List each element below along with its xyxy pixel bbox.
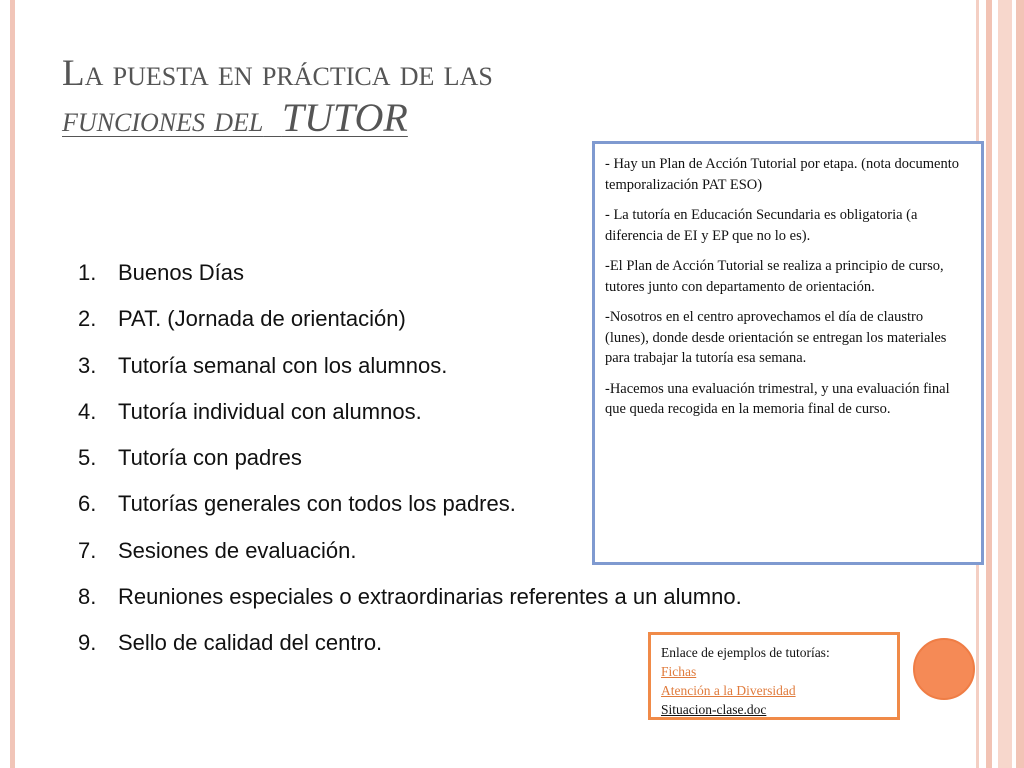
list-number: 4. xyxy=(78,398,97,424)
links-heading: Enlace de ejemplos de tutorías: xyxy=(661,645,830,660)
list-number: 7. xyxy=(78,537,97,563)
note-paragraph: - La tutoría en Educación Secundaria es obligatoria (a diferencia de EI y EP que no lo es). xyxy=(605,207,918,244)
title-line-2-text: funciones del xyxy=(62,99,264,141)
list-text: Tutoría individual con alumnos. xyxy=(118,398,422,424)
decorative-circle xyxy=(913,638,975,700)
slide-title xyxy=(62,52,662,142)
list-number: 6. xyxy=(78,491,97,517)
list-text: Sello de calidad del centro. xyxy=(118,630,383,656)
list-text: PAT. (Jornada de orientación) xyxy=(118,306,406,332)
link-fichas[interactable]: Fichas xyxy=(661,664,697,679)
note-paragraph: -Nosotros en el centro aprovechamos el día de claustro (lunes), donde desde orientación se entregan los materiales para trabajar la tutoría esa semana. xyxy=(605,309,947,366)
list-number: 1. xyxy=(78,260,97,285)
right-decorative-band xyxy=(986,0,992,768)
list-number: 8. xyxy=(78,584,97,610)
link-situacion-clase[interactable]: Situacion-clase.doc xyxy=(661,702,767,717)
note-paragraph: - Hay un Plan de Acción Tutorial por etapa. (nota documento temporalización PAT ESO) xyxy=(605,156,959,193)
list-item xyxy=(78,630,742,676)
title-initial: L xyxy=(62,53,85,94)
right-decorative-band xyxy=(998,0,1012,768)
list-number: 5. xyxy=(78,445,97,471)
list-text: Tutorías generales con todos los padres. xyxy=(118,491,516,517)
title-line-1-text: a puesta en práctica de las xyxy=(84,53,493,94)
list-number: 2. xyxy=(78,306,97,332)
list-text: Tutoría con padres xyxy=(118,445,302,471)
note-paragraph: -Hacemos una evaluación trimestral, y una evaluación final que queda recogida en la memoria final de curso. xyxy=(605,380,950,417)
title-line-1 xyxy=(62,52,662,95)
links-box xyxy=(648,632,900,720)
list-item xyxy=(78,584,742,630)
list-number: 3. xyxy=(78,352,97,378)
list-number: 9. xyxy=(78,630,97,656)
list-text: Buenos Días xyxy=(118,260,244,285)
list-text: Tutoría semanal con los alumnos. xyxy=(118,352,448,378)
left-decorative-stripe xyxy=(10,0,15,768)
note-paragraph: -El Plan de Acción Tutorial se realiza a principio de curso, tutores junto con departamento de orientación. xyxy=(605,258,944,295)
title-emphasis: TUTOR xyxy=(281,95,408,141)
notes-box xyxy=(592,141,984,565)
title-line-2 xyxy=(62,95,662,142)
link-atencion-diversidad[interactable]: Atención a la Diversidad xyxy=(661,683,796,698)
right-decorative-band xyxy=(1016,0,1024,768)
list-text: Sesiones de evaluación. xyxy=(118,537,357,563)
list-text: Reuniones especiales o extraordinarias referentes a un alumno. xyxy=(118,584,742,610)
